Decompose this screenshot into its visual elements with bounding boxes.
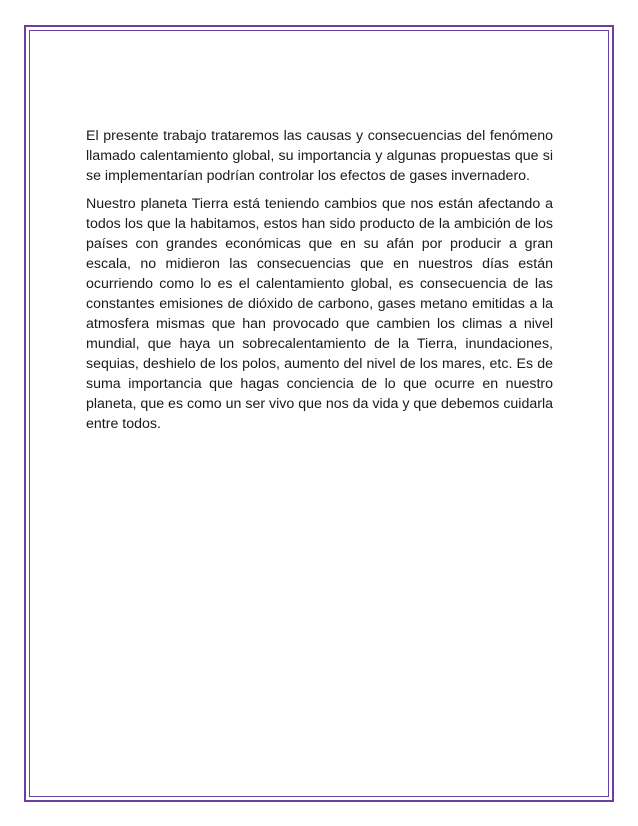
intro-paragraph: El presente trabajo trataremos las causas y consecuencias del fenómeno llamado calentamiento global, su importancia y algunas propuestas que si se implementarían podrían controlar los efectos de gases invernadero.: [86, 128, 553, 184]
document-body: [86, 126, 553, 442]
main-paragraph: Nuestro planeta Tierra está teniendo cambios que nos están afectando a todos los que la habitamos, estos han sido producto de la ambición de los países con grandes económicas que en su afán por producir a gran escala, no midieron las consecuencias que en nuestros días están ocurriendo como lo es el calentamiento global, es consecuencia de las constantes emisiones de dióxido de carbono, gases metano emitidas a la atmosfera mismas que han provocado que cambien los climas a nivel mundial, que haya un sobrecalentamiento de la Tierra, inundaciones, sequias, deshielo de los polos, aumento del nivel de los mares, etc. Es de suma importancia que hagas conciencia de lo que ocurre en nuestro planeta, que es como un ser vivo que nos da vida y que debemos cuidarla entre todos.: [86, 196, 553, 432]
